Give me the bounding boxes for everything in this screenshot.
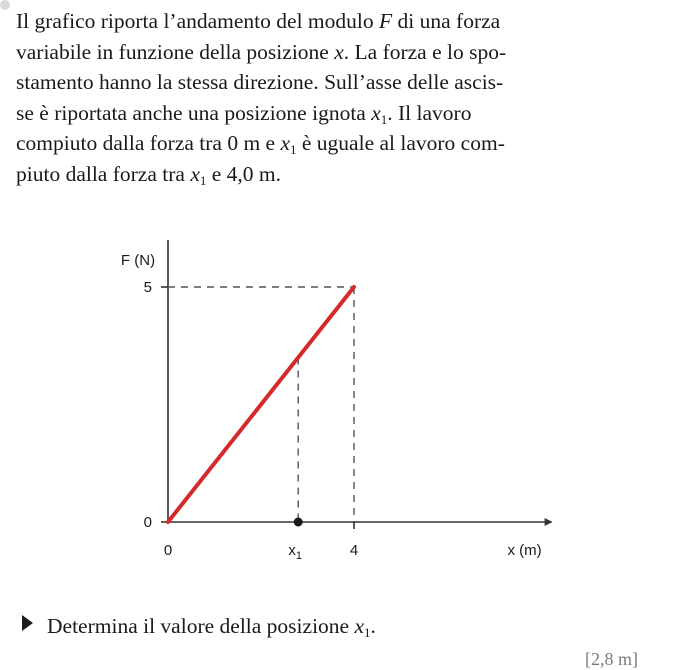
force-position-chart bbox=[0, 240, 600, 580]
problem-statement bbox=[16, 6, 680, 189]
answer-text: [2,8 m] bbox=[585, 649, 638, 669]
problem-line-3: stamento hanno la stessa direzione. Sull’asse delle ascis- bbox=[16, 70, 504, 94]
problem-line-5: compiuto dalla forza tra 0 m e $x_1$ è uguale al lavoro com- bbox=[16, 131, 505, 157]
problem-line-6: piuto dalla forza tra $x_1$ e 4,0 m. bbox=[16, 161, 282, 188]
x-tick-label-4: 4 bbox=[349, 542, 359, 559]
chart-svg bbox=[0, 240, 600, 575]
y-tick-label-5: 5 bbox=[143, 279, 152, 296]
x-axis-label: x (m) bbox=[507, 542, 542, 559]
force-symbol: F bbox=[379, 9, 393, 33]
x-tick-label-x1: $x_1$ bbox=[288, 542, 303, 562]
problem-line-2: variabile in funzione della posizione x. La forza e lo spo- bbox=[16, 39, 507, 64]
force-line bbox=[168, 287, 354, 522]
x1-point bbox=[294, 518, 303, 527]
x-tick-label-0: 0 bbox=[163, 542, 173, 559]
corner-dot-decoration bbox=[0, 0, 10, 10]
question: Determina il valore della posizione $x_1$. bbox=[22, 612, 376, 640]
position-symbol: x bbox=[334, 39, 344, 64]
y-tick-label-0: 0 bbox=[143, 514, 152, 531]
problem-line-4: se è riportata anche una posizione ignota $x_1$. Il lavoro bbox=[16, 100, 472, 127]
bullet-triangle-icon bbox=[22, 615, 33, 631]
y-axis-label: F (N) bbox=[120, 252, 156, 269]
problem-line-1: Il grafico riporta l’andamento del modulo F di una forza bbox=[16, 9, 501, 33]
